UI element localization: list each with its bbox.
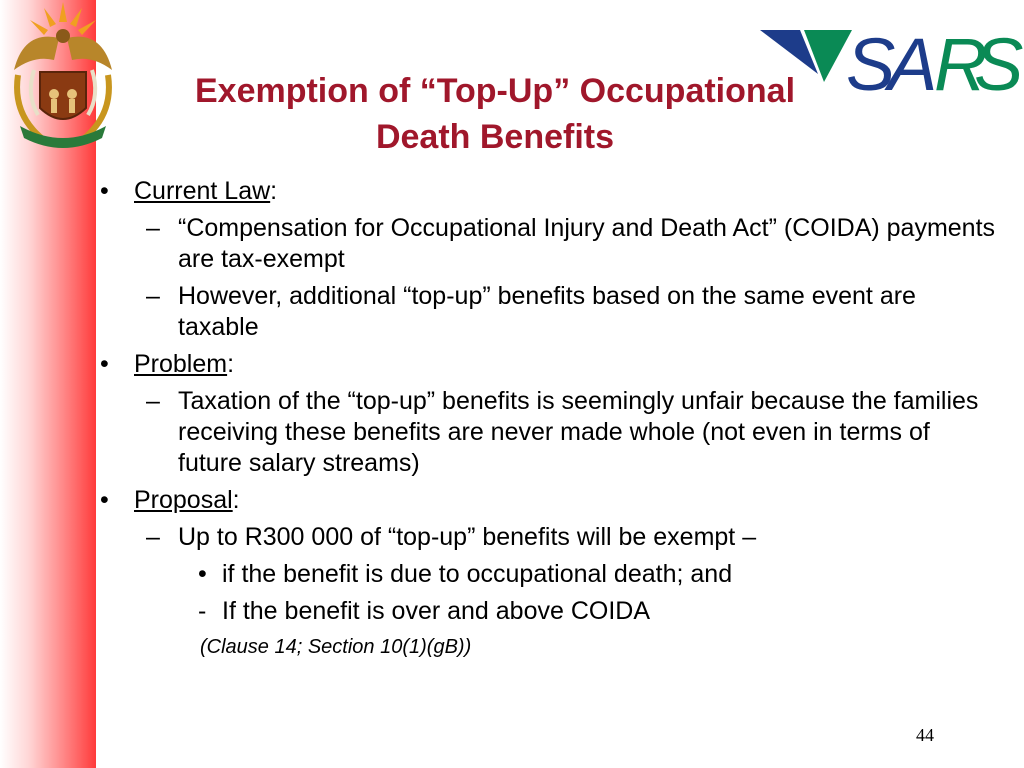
condition-text: if the benefit is due to occupational death; and xyxy=(222,560,733,588)
label-colon: : xyxy=(270,177,278,205)
bullet-marker: • xyxy=(100,177,109,205)
sub-bullet-exemption-amount xyxy=(96,522,996,553)
slide-title xyxy=(110,68,880,160)
sub-bullet-unfair-taxation xyxy=(96,386,996,479)
coat-of-arms-emblem xyxy=(4,0,122,150)
dash-marker: - xyxy=(198,597,207,625)
dash-marker: – xyxy=(146,523,160,551)
bullet-problem xyxy=(96,349,996,380)
condition-text: If the benefit is over and above COIDA xyxy=(222,597,651,625)
bullet-marker: • xyxy=(100,350,109,378)
dash-marker: – xyxy=(146,387,160,415)
bullet-current-law xyxy=(96,176,996,207)
section-label-problem: Problem xyxy=(134,350,228,378)
title-line-1: Exemption of “Top-Up” Occupational xyxy=(194,72,796,110)
svg-text:A: A xyxy=(888,23,934,106)
svg-text:R: R xyxy=(934,23,984,106)
sub-bullet-text: “Compensation for Occupational Injury and Death Act” (COIDA) payments are tax-exempt xyxy=(178,214,996,273)
label-colon: : xyxy=(227,350,235,378)
svg-text:S: S xyxy=(846,23,892,106)
clause-reference: (Clause 14; Section 10(1)(gB)) xyxy=(200,636,472,658)
section-label-current-law: Current Law xyxy=(134,177,271,205)
sub-bullet-coida xyxy=(96,213,996,275)
sub-bullet-text: Up to R300 000 of “top-up” benefits will be exempt – xyxy=(178,523,757,551)
dash-marker: – xyxy=(146,282,160,310)
bullet-marker: • xyxy=(100,486,109,514)
bullet-marker: • xyxy=(198,560,207,588)
condition-above-coida xyxy=(96,596,996,627)
label-colon: : xyxy=(232,486,240,514)
dash-marker: – xyxy=(146,214,160,242)
sub-bullet-text: However, additional “top-up” benefits based on the same event are taxable xyxy=(178,282,916,341)
sub-bullet-text: Taxation of the “top-up” benefits is seemingly unfair because the families receiving these benefits are never made whole (not even in terms of future salary streams) xyxy=(178,387,979,477)
sub-bullet-top-up-taxable xyxy=(96,281,996,343)
condition-occupational-death xyxy=(96,559,996,590)
page-number: 44 xyxy=(916,725,934,745)
title-line-2: Death Benefits xyxy=(375,118,615,156)
slide-body xyxy=(96,176,996,661)
bullet-proposal xyxy=(96,485,996,516)
svg-text:S: S xyxy=(974,23,1020,106)
section-label-proposal: Proposal xyxy=(134,486,233,514)
